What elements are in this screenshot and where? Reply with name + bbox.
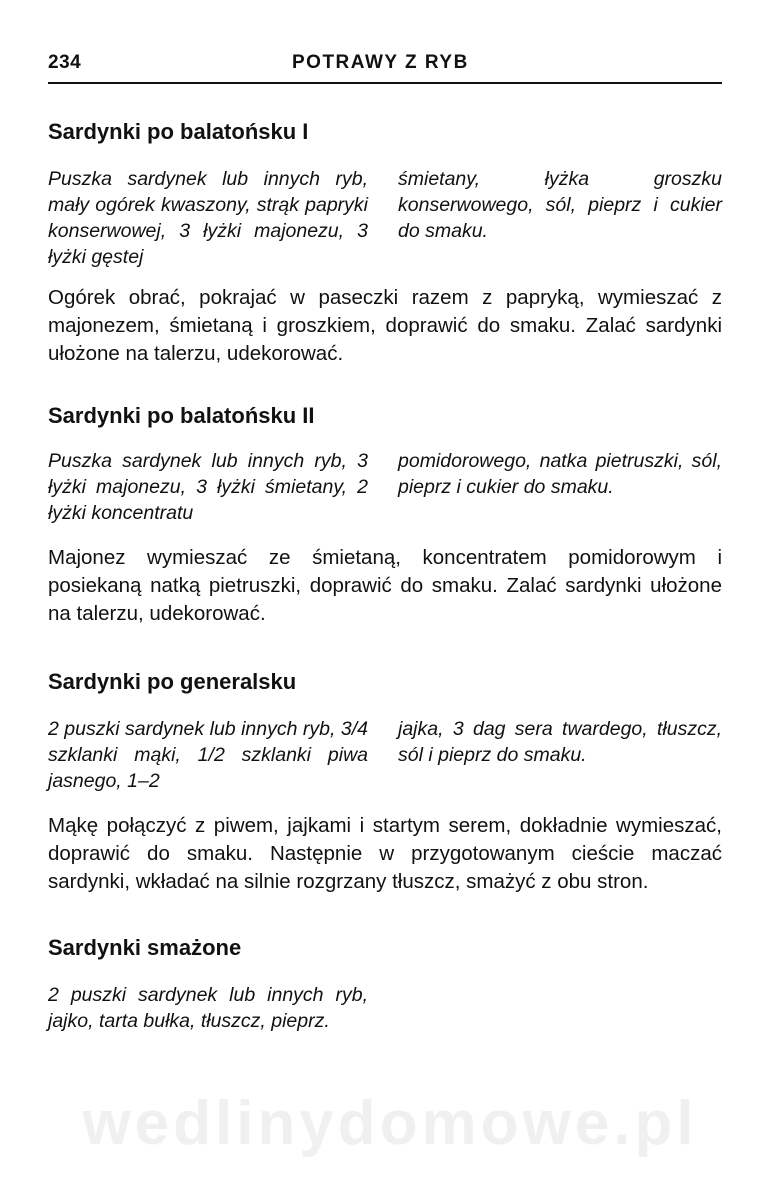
running-title: POTRAWY Z RYB: [292, 52, 469, 73]
ingredients-left: Puszka sardynek lub innych ryb, mały ogórek kwaszony, strąk papryki konserwowej, 3 łyżki majonezu, 3 łyżki gęstej: [48, 168, 368, 268]
book-page: [48, 52, 722, 1034]
recipe-balatonsku-2: [48, 402, 722, 628]
ingredients: [48, 448, 722, 526]
ingredients-right: pomidorowego, natka pietruszki, sól, pieprz i cukier do smaku.: [398, 450, 722, 498]
ingredients-left: Puszka sardynek lub innych ryb, 3 łyżki majonezu, 3 łyżki śmietany, 2 łyżki koncentratu: [48, 450, 368, 524]
recipe-title: Sardynki po balatońsku II: [48, 403, 315, 428]
ingredients: [48, 166, 722, 270]
method: Majonez wymieszać ze śmietaną, koncentratem pomidorowym i posiekaną natką pietruszki, doprawić do smaku. Zalać sardynki ułożone na talerzu, udekorować.: [48, 546, 722, 625]
ingredients: [48, 716, 722, 794]
recipe-title: Sardynki po generalsku: [48, 669, 297, 694]
method: Ogórek obrać, pokrajać w paseczki razem z papryką, wymieszać z majonezem, śmietaną i groszkiem, doprawić do smaku. Zalać sardynki ułożone na talerzu, udekorować.: [48, 286, 722, 365]
ingredients-left: 2 puszki sardynek lub innych ryb, 3/4 szklanki mąki, 1/2 szklanki piwa jasnego, 1–2: [48, 718, 368, 792]
ingredients-left: 2 puszki sardynek lub innych ryb, jajko, tarta bułka, tłuszcz, pieprz.: [48, 984, 368, 1032]
recipe-title: Sardynki po balatońsku I: [48, 119, 309, 144]
watermark: wedlinydomowe.pl: [82, 1089, 698, 1158]
recipe-generalsku: [48, 668, 722, 896]
method: Mąkę połączyć z piwem, jajkami i startym serem, dokładnie wymieszać, doprawić do smaku. Następnie w przygotowanym cieście maczać sardynki, wkładać na silnie rozgrzany tłuszcz, smażyć z obu stron.: [48, 814, 722, 893]
recipe-title: Sardynki smażone: [48, 935, 242, 960]
page-number: 234: [48, 52, 82, 73]
recipe-balatonsku-1: [48, 118, 722, 368]
ingredients-right: jajka, 3 dag sera twardego, tłuszcz, sól i pieprz do smaku.: [398, 718, 722, 766]
ingredients-right: śmietany, łyżka groszku konserwowego, sól, pieprz i cukier do smaku.: [398, 168, 722, 242]
running-head: [48, 52, 722, 84]
recipe-smazone: [48, 934, 722, 1034]
